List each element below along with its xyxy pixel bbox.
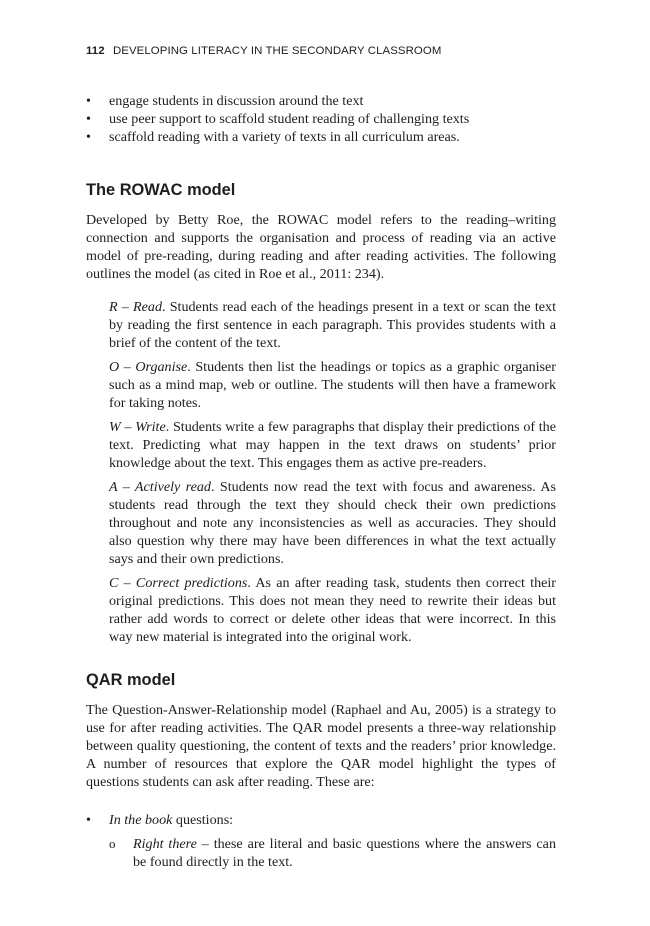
step-label: A – Actively read bbox=[109, 479, 211, 495]
rowac-step-correct-predictions bbox=[109, 574, 556, 646]
list-item bbox=[86, 92, 556, 110]
rowac-steps bbox=[109, 298, 556, 646]
step-text: . As an after reading task, students then correct their original predictions. This does not mean they need to rewrite their ideas but rather add words to correct or delete other ideas that were incorrect. In this way new material is integrated into the original work. bbox=[109, 575, 556, 645]
step-text: . Students write a few paragraphs that display their predictions of the text. Predicting what may happen in the text draws on students’ prior knowledge about the text. This engages them as active pre-readers. bbox=[109, 419, 556, 471]
rowac-step-organise bbox=[109, 358, 556, 412]
qar-intro-paragraph: The Question-Answer-Relationship model (Raphael and Au, 2005) is a strategy to use for after reading activities. The QAR model presents a three-way relationship between quality questioning, the content of texts and the readers’ prior knowledge. A number of resources that explore the QAR model highlight the types of questions students can ask after reading. These are: bbox=[86, 702, 556, 790]
bullet-icon: • bbox=[86, 111, 91, 127]
step-text: . Students then list the headings or topics as a graphic organiser such as a mind map, web or outline. The students will then have a framework for taking notes. bbox=[109, 359, 556, 411]
qar-bullet-list bbox=[86, 811, 556, 871]
step-label: R – Read bbox=[109, 299, 162, 315]
list-item-text: engage students in discussion around the text bbox=[109, 93, 364, 109]
rowac-step-write bbox=[109, 418, 556, 472]
running-head bbox=[86, 45, 441, 57]
list-item-text: use peer support to scaffold student reading of challenging texts bbox=[109, 111, 470, 127]
step-text: . Students now read the text with focus and awareness. As students read through the text they should check their own predictions throughout and note any inconsistencies as well as accuracies. They should also question why there may have been differences in what the text actually says and their own predictions. bbox=[109, 479, 556, 567]
intro-bullet-list bbox=[86, 92, 556, 146]
bullet-icon: • bbox=[86, 93, 91, 109]
circle-bullet-icon: o bbox=[109, 836, 116, 851]
bullet-icon: • bbox=[86, 129, 91, 145]
list-item bbox=[86, 128, 556, 146]
bullet-icon: • bbox=[86, 812, 91, 828]
rowac-intro-paragraph: Developed by Betty Roe, the ROWAC model refers to the reading–writing connection and supports the organisation and process of reading via an active model of pre-reading, during reading and after reading activities. The following outlines the model (as cited in Roe et al., 2011: 234). bbox=[86, 212, 556, 282]
list-item-label: In the book bbox=[109, 812, 173, 828]
sub-item-text: – these are literal and basic questions where the answers can be found directly in the text. bbox=[133, 836, 556, 870]
page-number: 112 bbox=[86, 45, 105, 57]
step-label: O – Organise bbox=[109, 359, 188, 375]
running-title: DEVELOPING LITERACY IN THE SECONDARY CLASSROOM bbox=[112, 45, 442, 57]
rowac-step-read bbox=[109, 298, 556, 352]
rowac-heading: The ROWAC model bbox=[86, 181, 236, 199]
step-label: C – Correct predictions bbox=[109, 575, 248, 591]
list-item-text: questions: bbox=[172, 812, 234, 828]
qar-heading: QAR model bbox=[86, 671, 176, 689]
sub-list-item bbox=[109, 835, 556, 871]
body-content bbox=[86, 92, 556, 871]
rowac-step-actively-read bbox=[109, 478, 556, 568]
list-item bbox=[86, 811, 556, 871]
list-item-text: scaffold reading with a variety of texts in all curriculum areas. bbox=[109, 129, 460, 145]
step-label: W – Write bbox=[109, 419, 166, 435]
step-text: . Students read each of the headings present in a text or scan the text by reading the first sentence in each paragraph. This provides students with a brief of the content of the text. bbox=[109, 299, 556, 351]
sub-item-label: Right there bbox=[133, 836, 197, 852]
list-item bbox=[86, 110, 556, 128]
qar-sub-list bbox=[109, 835, 556, 871]
